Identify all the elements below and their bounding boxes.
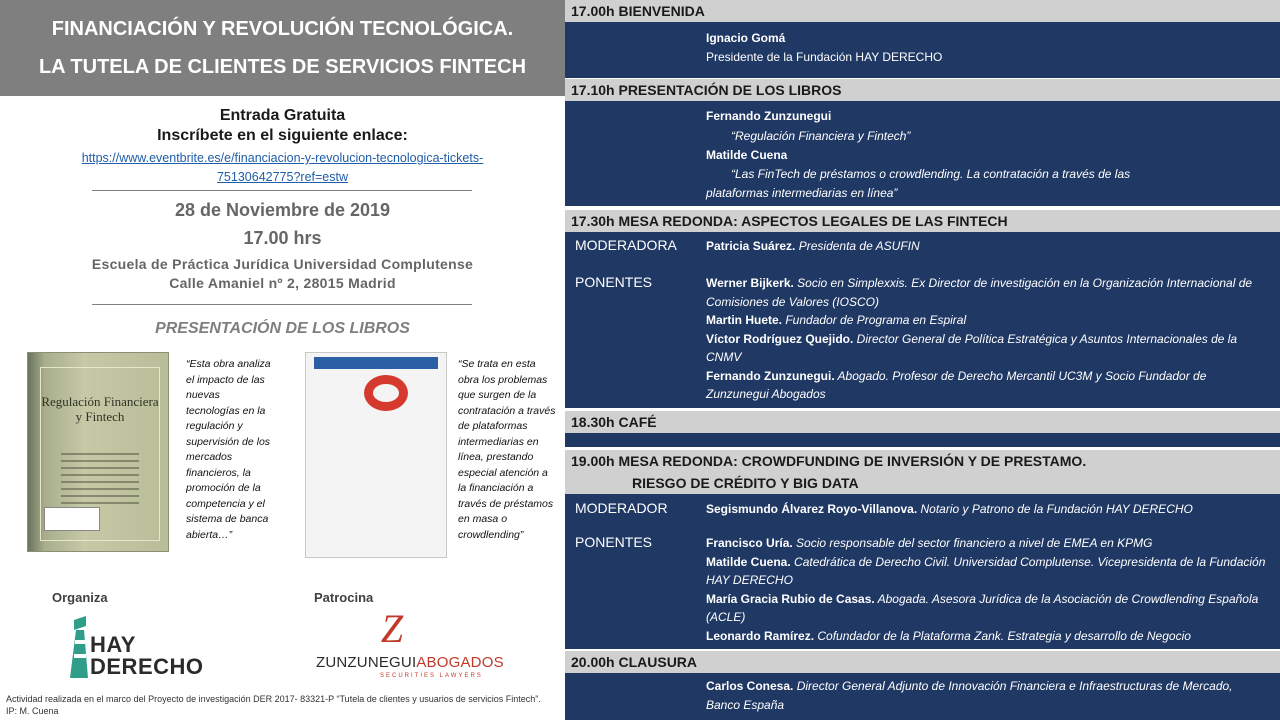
event-address: Calle Amaniel nº 2, 28015 Madrid	[169, 275, 396, 291]
book-title: plataformas intermediarias en línea”	[706, 186, 898, 200]
agenda-body-bienvenida	[565, 22, 1280, 78]
agenda-slot-bienvenida: 17.00h BIENVENIDA	[565, 0, 1280, 22]
speaker-list	[706, 534, 1266, 645]
zunzunegui-monogram-icon: Z	[380, 606, 404, 651]
divider	[92, 304, 472, 305]
speaker: Víctor Rodríguez Quejido. Director General de Política Estratégica y Asuntos Internacionales de la CNMV	[706, 331, 1238, 364]
event-title-banner	[0, 0, 565, 96]
signup-text: Inscríbete en el siguiente enlace:	[157, 127, 408, 144]
book-cover-title: Regulación Financiera y Fintech	[41, 394, 159, 424]
left-panel	[0, 0, 565, 720]
event-time: 17.00 hrs	[243, 228, 322, 248]
zunzunegui-subtitle: SECURITIES LAWYERS	[380, 673, 483, 679]
agenda-slot-mesa-legal: 17.30h MESA REDONDA: ASPECTOS LEGALES DE LAS FINTECH	[565, 210, 1280, 232]
speaker-name: Ignacio Gomá	[706, 31, 786, 45]
slot-head-line2: RIESGO DE CRÉDITO Y BIG DATA	[632, 475, 859, 491]
role-label: MODERADORA	[575, 237, 677, 253]
zz-name-a: ZUNZUNEGUI	[316, 654, 417, 671]
divider	[92, 190, 472, 191]
agenda-body-mesa-legal	[565, 232, 1280, 408]
speaker-name: Matilde Cuena	[706, 148, 788, 162]
role-label: MODERADOR	[575, 500, 668, 516]
zunzunegui-logo	[316, 654, 504, 671]
speaker: Fernando Zunzunegui. Abogado. Profesor de Derecho Mercantil UC3M y Socio Fundador de Zunzunegui Abogados	[706, 368, 1207, 401]
book-cover-regulacion-financiera	[27, 352, 169, 552]
event-venue: Escuela de Práctica Jurídica Universidad Complutense	[91, 256, 474, 272]
thomson-reuters-badge	[44, 507, 100, 531]
speaker: Carlos Conesa. Director General Adjunto de Innovación Financiera e Infraestructuras de Mercado, Banco España	[706, 679, 1233, 712]
organiza-label: Organiza	[52, 590, 108, 605]
eventbrite-link-line1[interactable]: https://www.eventbrite.es/e/financiacion-y-revolucion-tecnologica-tickets-	[81, 151, 484, 165]
book-title: “Regulación Financiera y Fintech”	[731, 129, 911, 143]
book-cover-header	[314, 357, 438, 369]
event-date: 28 de Noviembre de 2019	[174, 200, 391, 220]
book-title: “Las FinTech de préstamos o crowdlending. La contratación a través de las	[731, 167, 1131, 181]
agenda-slot-clausura: 20.00h CLAUSURA	[565, 651, 1280, 673]
agenda-body-clausura	[565, 673, 1280, 720]
speaker-name: Fernando Zunzunegui	[706, 109, 832, 123]
book-cover-fintech-crowdlending	[305, 352, 447, 558]
speaker: María Gracia Rubio de Casas. Abogada. Asesora Jurídica de la Asociación de Crowdlending Española (ACLE)	[706, 591, 1259, 624]
title-line-1: FINANCIACIÓN Y REVOLUCIÓN TECNOLÓGICA.	[51, 18, 514, 40]
book2-quote: “Se trata en esta obra los problemas que surgen de la contratación a través de plataformas intermediarias en línea, prestando especial atención a la financiación a través de préstamos en masa o crowdlending”	[458, 358, 556, 541]
agenda-panel	[565, 0, 1280, 720]
lifebuoy-icon	[364, 375, 408, 411]
book1-quote: “Esta obra analiza el impacto de las nuevas tecnologías en la regulación y supervisión de los mercados financieros, la promoción de la competencia y el sistema de banca abierta…”	[186, 358, 271, 541]
footnote: Actividad realizada en el marco del Proyecto de investigación DER 2017- 83321-P “Tutela de clientes y usuarios de servicios Fintech”. IP: M. Cuena	[6, 694, 541, 716]
books-section-title: PRESENTACIÓN DE LOS LIBROS	[155, 320, 410, 337]
speaker-list	[706, 274, 1266, 404]
hay-derecho-logo-line1: HAY	[90, 632, 136, 657]
agenda-body-cafe	[565, 433, 1280, 447]
moderator: Segismundo Álvarez Royo-Villanova. Notario y Patrono de la Fundación HAY DERECHO	[706, 502, 1193, 516]
eventbrite-link-line2[interactable]: 75130642775?ref=estw	[216, 170, 348, 184]
speaker-desc: Presidente de la Fundación HAY DERECHO	[706, 50, 943, 64]
agenda-body-mesa-crowdfunding	[565, 494, 1280, 649]
moderator: Patricia Suárez. Presidenta de ASUFIN	[706, 239, 920, 253]
role-label: PONENTES	[575, 534, 653, 550]
agenda-slot-cafe: 18.30h CAFÉ	[565, 411, 1280, 433]
agenda-body-presentacion	[565, 101, 1280, 206]
role-label: PONENTES	[575, 274, 653, 290]
hay-derecho-logo-line2: DERECHO	[90, 654, 204, 679]
agenda-slot-presentacion: 17.10h PRESENTACIÓN DE LOS LIBROS	[565, 79, 1280, 101]
speaker: Martin Huete. Fundador de Programa en Espiral	[706, 313, 967, 327]
speaker: Francisco Uría. Socio responsable del sector financiero a nivel de EMEA en KPMG	[706, 536, 1153, 550]
speaker: Matilde Cuena. Catedrática de Derecho Civil. Universidad Complutense. Vicepresidenta de la Fundación HAY DERECHO	[706, 554, 1266, 587]
free-entry-text: Entrada Gratuita	[219, 107, 346, 124]
speaker: Leonardo Ramírez. Cofundador de la Plataforma Zank. Estrategia y desarrollo de Negocio	[706, 628, 1191, 643]
zz-name-b: ABOGADOS	[416, 654, 504, 671]
title-line-2: LA TUTELA DE CLIENTES DE SERVICIOS FINTECH	[38, 56, 527, 78]
patrocina-label: Patrocina	[314, 590, 374, 605]
slot-head-line1: 19.00h MESA REDONDA: CROWDFUNDING DE INVERSIÓN Y DE PRESTAMO.	[571, 453, 1087, 469]
speaker: Werner Bijkerk. Socio en Simplexxis. Ex Director de investigación en la Organización Internacional de Comisiones de Valores (IOSCO)	[706, 276, 1253, 309]
agenda-slot-mesa-crowdfunding	[565, 450, 1280, 494]
